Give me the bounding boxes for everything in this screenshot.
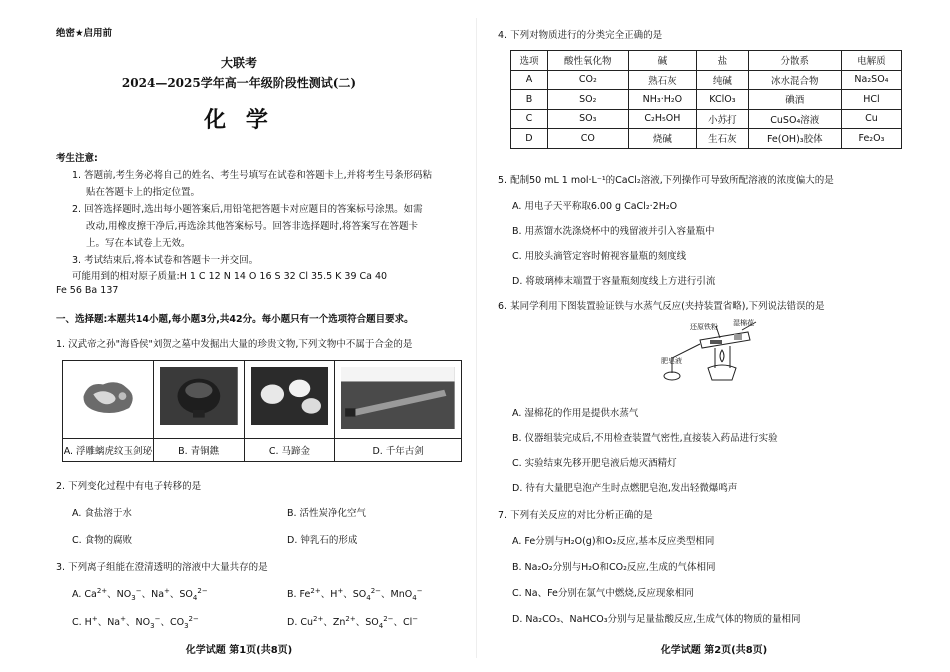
- header-cell: 盐: [697, 51, 749, 71]
- jade-sword-image: [69, 367, 147, 425]
- header-cell: 分散系: [748, 51, 841, 71]
- table-cell: 烧碱: [628, 129, 696, 149]
- question-6: 6. 某同学利用下图装置验证铁与水蒸气反应(夹持装置省略),下列说法错误的是: [498, 301, 825, 312]
- table-cell: 纯碱: [697, 70, 749, 90]
- q5-option-a: A. 用电子天平称取6.00 g CaCl₂·2H₂O: [512, 201, 678, 212]
- atomic-masses: 可能用到的相对原子质量:H 1 C 12 N 14 O 16 S 32 Cl 35.5 K 39 Ca 40: [72, 271, 388, 282]
- notice-line: 2. 回答选择题时,选出每小题答案后,用铅笔把答题卡对应题目的答案标号涂黑。如需: [72, 204, 423, 215]
- q7-option-a: A. Fe分别与H₂O(g)和O₂反应,基本反应类型相同: [512, 536, 715, 547]
- table-row: [511, 70, 902, 90]
- table-cell: CuSO₄溶液: [748, 109, 841, 129]
- table-cell: Fe(OH)₃胶体: [748, 129, 841, 149]
- artifact-a: [63, 361, 154, 461]
- artifact-d: [335, 361, 461, 461]
- table-cell: KClO₃: [697, 90, 749, 110]
- exam-title: 2024—2025学年高一年级阶段性测试(二): [121, 76, 357, 90]
- table-cell: SO₂: [547, 90, 628, 110]
- q3-option-d: D. $Cu^{2+}$、$Zn^{2+}$、$SO_4^{2-}$、Cl−: [287, 614, 419, 630]
- reaction-tube: [700, 332, 750, 348]
- table-cell: C: [511, 109, 548, 129]
- header-cell: 电解质: [841, 51, 901, 71]
- table-row: [511, 109, 902, 129]
- artifact-b: [154, 361, 245, 461]
- table-cell: Cu: [841, 109, 901, 129]
- q2-option-a: A. 食盐溶于水: [72, 508, 132, 519]
- page-footer: 化学试题 第2页(共8页): [660, 645, 768, 656]
- label-iron-powder: 还原铁粉: [690, 323, 718, 331]
- table-cell: NH₃·H₂O: [628, 90, 696, 110]
- header-cell: 酸性氧化物: [547, 51, 628, 71]
- iron-powder: [710, 340, 722, 344]
- q6-option-d: D. 待有大量肥皂泡产生时点燃肥皂泡,发出轻微爆鸣声: [512, 483, 738, 494]
- question-2: 2. 下列变化过程中有电子转移的是: [56, 481, 202, 492]
- q2-option-d: D. 钟乳石的形成: [287, 535, 358, 546]
- q6-option-a: A. 湿棉花的作用是提供水蒸气: [512, 408, 639, 419]
- exam-name: 大联考: [220, 56, 257, 70]
- header-cell: 选项: [511, 51, 548, 71]
- question-4: 4. 下列对物质进行的分类完全正确的是: [498, 30, 663, 41]
- question-1: 1. 汉武帝之孙"海昏侯"刘贺之墓中发掘出大量的珍贵文物,下列文物中不属于合金的是: [56, 339, 413, 350]
- artifact-image-row: [62, 360, 462, 462]
- table-cell: A: [511, 70, 548, 90]
- table-cell: 小苏打: [697, 109, 749, 129]
- subject-title: 化 学: [204, 107, 274, 133]
- q6-option-c: C. 实验结束先移开肥皂液后熄灭酒精灯: [512, 458, 677, 469]
- option-b-caption: B. 青铜鐎: [154, 438, 244, 461]
- flame: [720, 350, 724, 362]
- q6-option-b: B. 仪器组装完成后,不用检查装置气密性,直接装入药品进行实验: [512, 433, 778, 444]
- table-cell: HCl: [841, 90, 901, 110]
- gold-hoof-image: [251, 367, 329, 425]
- label-soap-solution: 肥皂液: [661, 357, 682, 365]
- notice-line: 1. 答题前,考生务必将自己的姓名、考生号填写在试卷和答题卡上,并将考生号条形码粘: [72, 170, 433, 181]
- q5-option-d: D. 将玻璃棒末端置于容量瓶刻度线上方进行引流: [512, 276, 716, 287]
- table-cell: Na₂SO₄: [841, 70, 901, 90]
- q7-option-c: C. Na、Fe分别在氯气中燃烧,反应现象相同: [512, 588, 694, 599]
- table-cell: SO₃: [547, 109, 628, 129]
- table-cell: D: [511, 129, 548, 149]
- atomic-masses: Fe 56 Ba 137: [56, 285, 119, 296]
- notice-line: 上。写在本试卷上无效。: [86, 238, 191, 249]
- notice-line: 3. 考试结束后,将本试卷和答题卡一并交回。: [72, 255, 259, 266]
- option-c-caption: C. 马蹄金: [245, 438, 335, 461]
- q2-option-b: B. 活性炭净化空气: [287, 508, 367, 519]
- table-row: [511, 90, 902, 110]
- question-5: 5. 配制50 mL 1 mol·L⁻¹的CaCl₂溶液,下列操作可导致所配溶液的浓度偏大的是: [498, 175, 834, 186]
- table-cell: 熟石灰: [628, 70, 696, 90]
- question-3: 3. 下列离子组能在澄清透明的溶液中大量共存的是: [56, 562, 268, 573]
- table-cell: 碘酒: [748, 90, 841, 110]
- label-wet-cotton: 湿棉花: [733, 319, 754, 327]
- secret-mark: 绝密★启用前: [56, 28, 113, 39]
- section-heading: 一、选择题:本题共14小题,每小题3分,共42分。每小题只有一个选项符合题目要求。: [56, 314, 414, 325]
- soap-dish: [664, 372, 680, 380]
- alcohol-lamp: [708, 365, 736, 380]
- q7-option-b: B. Na₂O₂分别与H₂O和CO₂反应,生成的气体相同: [512, 562, 716, 573]
- q5-option-c: C. 用胶头滴管定容时俯视容量瓶的刻度线: [512, 251, 687, 262]
- option-d-caption: D. 千年古剑: [335, 438, 461, 461]
- table-cell: CO: [547, 129, 628, 149]
- table-cell: C₂H₅OH: [628, 109, 696, 129]
- classification-table: [510, 50, 902, 149]
- option-a-caption: A. 浮雕螭虎纹玉剑珌: [63, 438, 153, 461]
- table-cell: Fe₂O₃: [841, 129, 901, 149]
- artifact-c: [245, 361, 336, 461]
- wet-cotton: [734, 334, 742, 340]
- q3-option-a: A. $Ca^{2+}$、$NO_3^-$、Na+、$SO_4^{2-}$: [72, 586, 208, 602]
- q3-option-b: B. $Fe^{2+}$、H+、$SO_4^{2-}$、MnO$_4$−: [287, 586, 423, 602]
- page-footer: 化学试题 第1页(共8页): [185, 645, 293, 656]
- q5-option-b: B. 用蒸馏水洗涤烧杯中的残留液并引入容量瓶中: [512, 226, 715, 237]
- bronze-vessel-image: [160, 367, 238, 425]
- header-cell: 碱: [628, 51, 696, 71]
- notice-line: 改动,用橡皮擦干净后,再选涂其他答案标号。回答非选择题时,将答案写在答题卡: [86, 221, 419, 232]
- table-row: [511, 129, 902, 149]
- q7-option-d: D. Na₂CO₃、NaHCO₃分别与足量盐酸反应,生成气体的物质的量相同: [512, 614, 801, 625]
- table-header-row: [511, 51, 902, 71]
- q3-option-c: C. H+、Na+、$NO_3^-$、$CO_3^{2-}$: [72, 614, 199, 630]
- notice-line: 贴在答题卡上的指定位置。: [86, 187, 201, 198]
- table-cell: CO₂: [547, 70, 628, 90]
- table-cell: 冰水混合物: [748, 70, 841, 90]
- ancient-sword-image: [341, 367, 455, 429]
- notice-title: 考生注意:: [56, 153, 98, 164]
- question-7: 7. 下列有关反应的对比分析正确的是: [498, 510, 653, 521]
- q2-option-c: C. 食物的腐败: [72, 535, 133, 546]
- table-cell: B: [511, 90, 548, 110]
- table-cell: 生石灰: [697, 129, 749, 149]
